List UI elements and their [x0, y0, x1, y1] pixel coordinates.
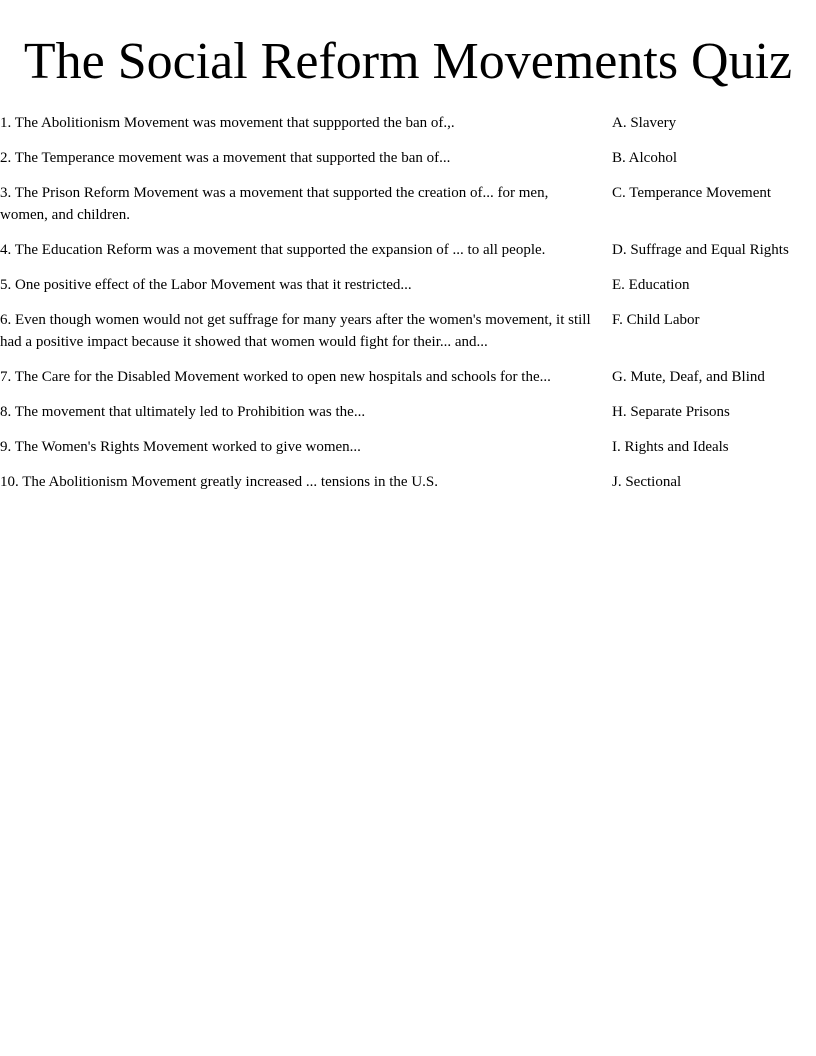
question-text: 7. The Care for the Disabled Movement worked to open new hospitals and schools for the... [0, 369, 551, 385]
page-title: The Social Reform Movements Quiz [23, 33, 793, 90]
quiz-list [0, 112, 816, 506]
answer-option: A. Slavery [612, 115, 677, 131]
quiz-row [0, 112, 816, 134]
answer-option: I. Rights and Ideals [612, 439, 729, 455]
question-text: 5. One positive effect of the Labor Movement was that it restricted... [0, 277, 412, 293]
answer-option: E. Education [612, 277, 690, 293]
answer-option: D. Suffrage and Equal Rights [612, 242, 789, 258]
answer-option: G. Mute, Deaf, and Blind [612, 369, 765, 385]
quiz-row [0, 274, 816, 296]
question-text: 1. The Abolitionism Movement was movement that suppported the ban of.,. [0, 115, 455, 131]
answer-option: B. Alcohol [612, 150, 678, 166]
quiz-row [0, 436, 816, 458]
question-text: 6. Even though women would not get suffrage for many years after the women's movement, it still had a positive impact because it showed that women would fight for their... and... [0, 312, 591, 350]
question-text: 10. The Abolitionism Movement greatly increased ... tensions in the U.S. [0, 474, 438, 490]
answer-option: F. Child Labor [612, 312, 700, 328]
quiz-row [0, 471, 816, 493]
answer-option: C. Temperance Movement [612, 185, 772, 201]
answer-option: H. Separate Prisons [612, 404, 730, 420]
question-text: 4. The Education Reform was a movement that supported the expansion of ... to all people. [0, 242, 546, 258]
quiz-row [0, 309, 816, 353]
quiz-row [0, 401, 816, 423]
question-text: 9. The Women's Rights Movement worked to give women... [0, 439, 361, 455]
answer-option: J. Sectional [612, 474, 682, 490]
question-text: 3. The Prison Reform Movement was a movement that supported the creation of... for men, women, and children. [0, 185, 549, 223]
quiz-row [0, 182, 816, 226]
quiz-row [0, 147, 816, 169]
question-text: 8. The movement that ultimately led to Prohibition was the... [0, 404, 366, 420]
quiz-row [0, 366, 816, 388]
question-text: 2. The Temperance movement was a movement that supported the ban of... [0, 150, 451, 166]
quiz-row [0, 239, 816, 261]
